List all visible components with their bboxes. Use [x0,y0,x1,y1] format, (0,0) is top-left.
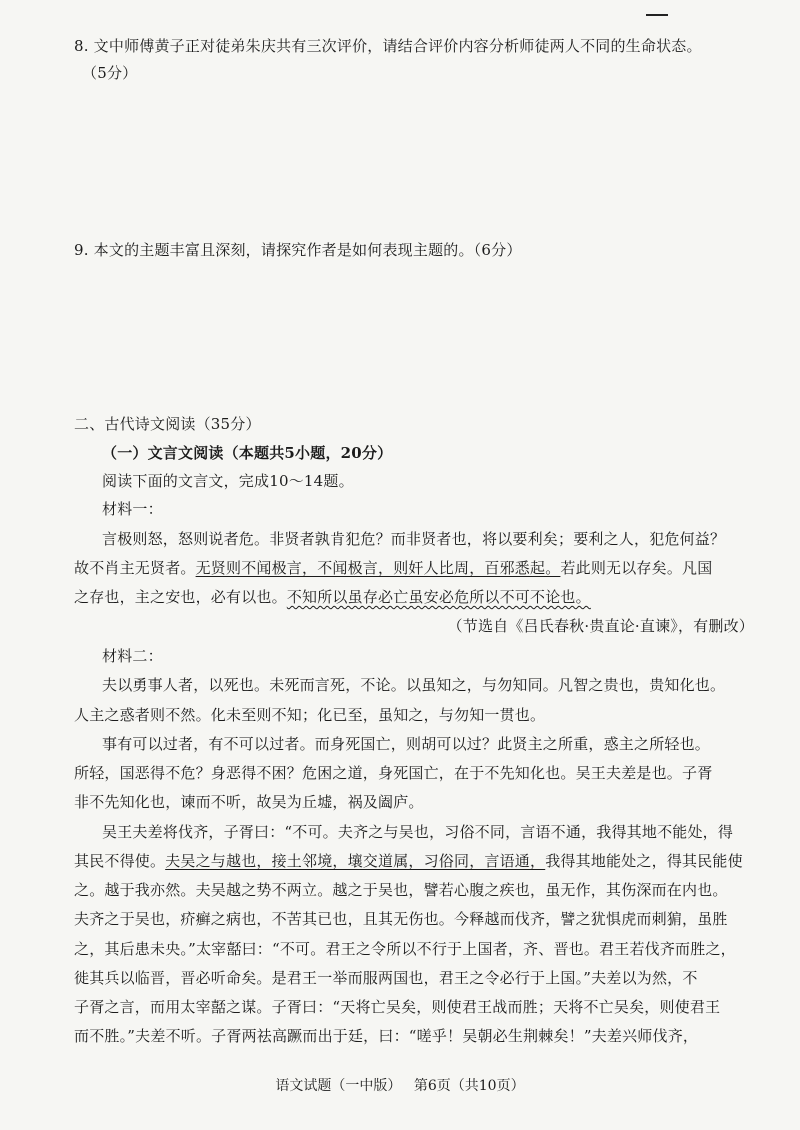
material1-line-1: 言极则怒，怒则说者危。非贤者孰肯犯危？而非贤者也，将以要利矣；要利之人，犯危何益？ [102,530,726,548]
material2-line-7c: 我得其地能处之，得其民能使 [545,852,743,870]
material1-line-2a: 故不肖主无贤者。 [74,559,196,577]
corner-mark [646,14,668,16]
material1-label: 材料一： [102,500,163,518]
material2-line-2: 人主之惑者则不然。化未至则不知；化已至，虽知之，与勿知一贯也。 [74,706,546,724]
material1-line-2c: 若此则无以存矣。凡国 [560,559,713,577]
footer-subject: 语文试题（一中版） [275,1078,402,1094]
footer-page-number: 第6页（共10页） [413,1078,525,1094]
material1-line-3a: 之存也，主之安也，必有以也。 [74,588,287,606]
wavy-underlined-sentence: 不知所以虽存必亡虽安必危所以不可不论也。 [286,588,591,606]
material2-line-9: 夫齐之于吴也，疥癣之病也，不苦其已也，且其无伤也。今释越而伐齐，譬之犹惧虎而刺猏，虽胜 [74,910,728,928]
underlined-sentence-1: 无贤则不闻极言，不闻极言，则奸人比周，百邪悉起。 [195,559,561,577]
material2-line-1: 夫以勇事人者，以死也。未死而言死，不论。以虽知之，与勿知同。凡智之贵也，贵知化也。 [102,676,726,694]
material2-line-7 [74,851,764,871]
material2-line-4: 所轻，国恶得不危？身恶得不困？危困之道，身死国亡，在于不先知化也。吴王夫差是也。子胥 [74,764,713,782]
section-sub-heading: （一）文言文阅读（本题共5小题，20分） [102,444,393,462]
material1-line-3 [74,587,764,607]
material2-line-12: 子胥之言，而用太宰嚭之谋。子胥曰：“天将亡吴矣，则使君王战而胜；天将不亡吴矣，则使君王 [74,998,721,1016]
reading-instruction: 阅读下面的文言文，完成10～14题。 [102,472,354,490]
material2-line-11: 徙其兵以临晋，晋必听命矣。是君王一举而服两国也，君王之令必行于上国。”夫差以为然，不 [74,969,698,987]
question-8: 8. 文中师傅黄子正对徒弟朱庆共有三次评价，请结合评价内容分析师徒两人不同的生命状态。 [74,37,702,55]
underlined-sentence-2: 夫吴之与越也，接土邻境，壤交道属，习俗同，言语通， [165,852,546,870]
material2-line-6: 吴王夫差将伐齐，子胥曰：“不可。夫齐之与吴也，习俗不同，言语不通，我得其地不能处，得 [102,823,734,841]
material2-line-8: 之。越于我亦然。夫吴越之势不两立。越之于吴也，譬若心腹之疾也，虽无作，其伤深而在内也。 [74,881,728,899]
material2-line-13: 而不胜。”夫差不听。子胥两祛高蹶而出于廷，曰：“嗟乎！吴朝必生荆棘矣！”夫差兴师伐齐， [74,1027,699,1045]
question-8-score: （5分） [82,64,138,82]
page-footer [0,1075,800,1095]
material2-line-3: 事有可以过者，有不可以过者。而身死国亡，则胡可以过？此贤主之所重，惑主之所轻也。 [102,735,711,753]
material1-line-2 [74,558,764,578]
material1-source: （节选自《吕氏春秋·贵直论·直谏》，有删改） [447,617,754,635]
material2-label: 材料二： [102,647,163,665]
material2-line-5: 非不先知化也，谏而不听，故吴为丘墟，祸及阖庐。 [74,793,424,811]
question-9: 9. 本文的主题丰富且深刻，请探究作者是如何表现主题的。（6分） [74,241,522,259]
section-heading: 二、古代诗文阅读（35分） [74,415,261,433]
material2-line-7a: 其民不得使。 [74,852,166,870]
material2-line-10: 之，其后患未央。”太宰嚭曰：“不可。君王之令所以不行于上国者，齐、晋也。君王若伐齐而胜之， [74,940,736,958]
